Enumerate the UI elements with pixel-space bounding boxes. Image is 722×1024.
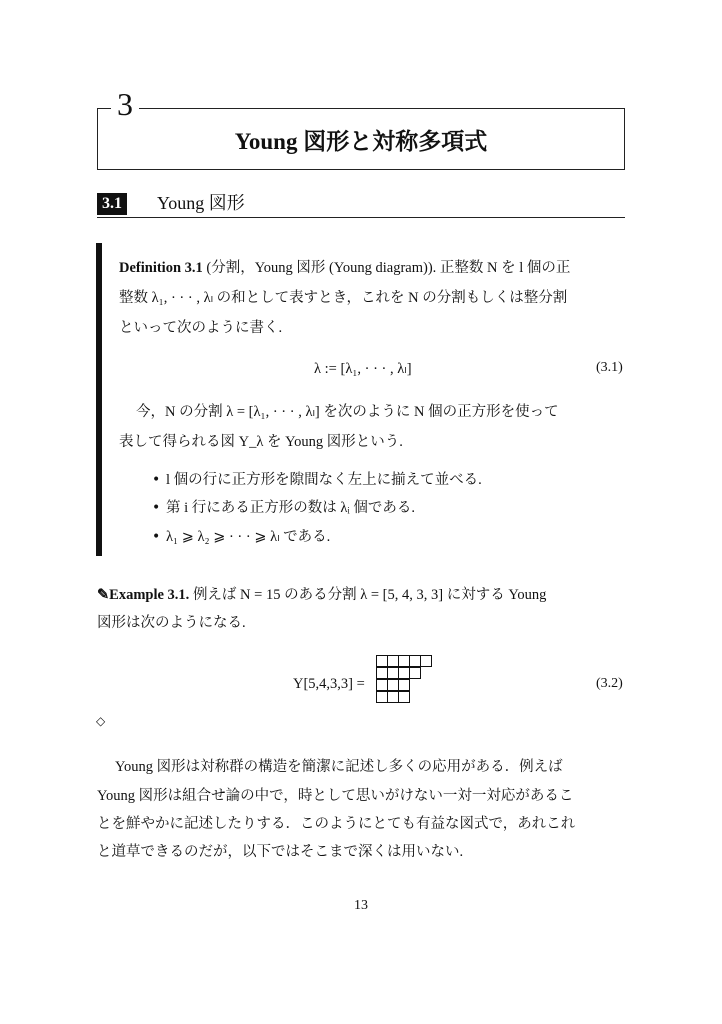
young-diagram-row <box>376 691 431 703</box>
young-diagram-row <box>376 667 431 679</box>
young-diagram-cell <box>409 667 421 679</box>
definition-line-3: といって次のように書く. <box>119 320 283 336</box>
young-diagram <box>376 655 431 703</box>
young-diagram-cell <box>398 691 410 703</box>
paragraph-line-2: Young 図形は組合せ論の中で，時として思いがけない一対一対応があるこ <box>97 788 574 804</box>
definition-line-1-rest: (分割，Young 図形 (Young diagram)). 正整数 N を l 個の正 <box>202 260 571 276</box>
section-number: 3.1 <box>97 193 127 215</box>
equation-3-1: λ := [λ₁, · · · , λₗ] <box>314 361 412 377</box>
bullet-item-2: 第 i 行にある正方形の数は λᵢ 個である. <box>166 500 416 516</box>
bullet-marker: • <box>152 500 161 516</box>
chapter-title: Young 図形と対称多項式 <box>234 128 488 154</box>
equation-number-3-1: (3.1) <box>596 360 623 375</box>
paragraph-line-3: とを鮮やかに記述したりする．このようにとても有益な図式で，あれこれ <box>97 816 576 832</box>
equation-3-2-lhs: Y[5,4,3,3] = <box>293 676 365 692</box>
section-rule <box>97 217 625 218</box>
bullet-item-1: l 個の行に正方形を隙間なく左上に揃えて並べる. <box>166 472 482 488</box>
example-heading: ✎Example 3.1. <box>97 587 190 603</box>
definition-line-2: 整数 λ₁, · · · , λₗ の和として表すとき，これを N の分割もしくは整分割 <box>119 290 568 306</box>
page-number: 13 <box>354 898 368 913</box>
example-end-mark: ◇ <box>96 714 106 728</box>
example-line-2: 図形は次のようになる. <box>97 615 246 631</box>
bullet-marker: • <box>152 529 161 545</box>
example-line-1-rest: 例えば N = 15 のある分割 λ = [5, 4, 3, 3] に対する Young <box>189 587 547 603</box>
young-diagram-row <box>376 679 431 691</box>
chapter-number: 3 <box>111 84 139 124</box>
young-diagram-cell <box>398 679 410 691</box>
definition-bar <box>96 243 102 556</box>
bullet-marker: • <box>152 472 161 488</box>
young-diagram-cell <box>420 655 432 667</box>
definition-line-5: 表して得られる図 Y_λ を Young 図形という. <box>119 434 403 450</box>
paragraph-line-1: Young 図形は対称群の構造を簡潔に記述し多くの応用がある．例えば <box>115 759 563 775</box>
section-title: Young 図形 <box>157 193 245 213</box>
paragraph-line-4: と道草できるのだが，以下ではそこまで深くは用いない. <box>97 844 464 860</box>
example-line-1 <box>97 585 546 605</box>
definition-heading: Definition 3.1 <box>119 260 203 276</box>
young-diagram-row <box>376 655 431 667</box>
equation-number-3-2: (3.2) <box>596 676 623 691</box>
bullet-item-3: λ₁ ⩾ λ₂ ⩾ · · · ⩾ λₗ である. <box>166 529 331 545</box>
definition-line-4: 今，N の分割 λ = [λ₁, · · · , λₗ] を次のように N 個の正方形を使って <box>136 404 559 420</box>
definition-line-1 <box>119 258 570 278</box>
